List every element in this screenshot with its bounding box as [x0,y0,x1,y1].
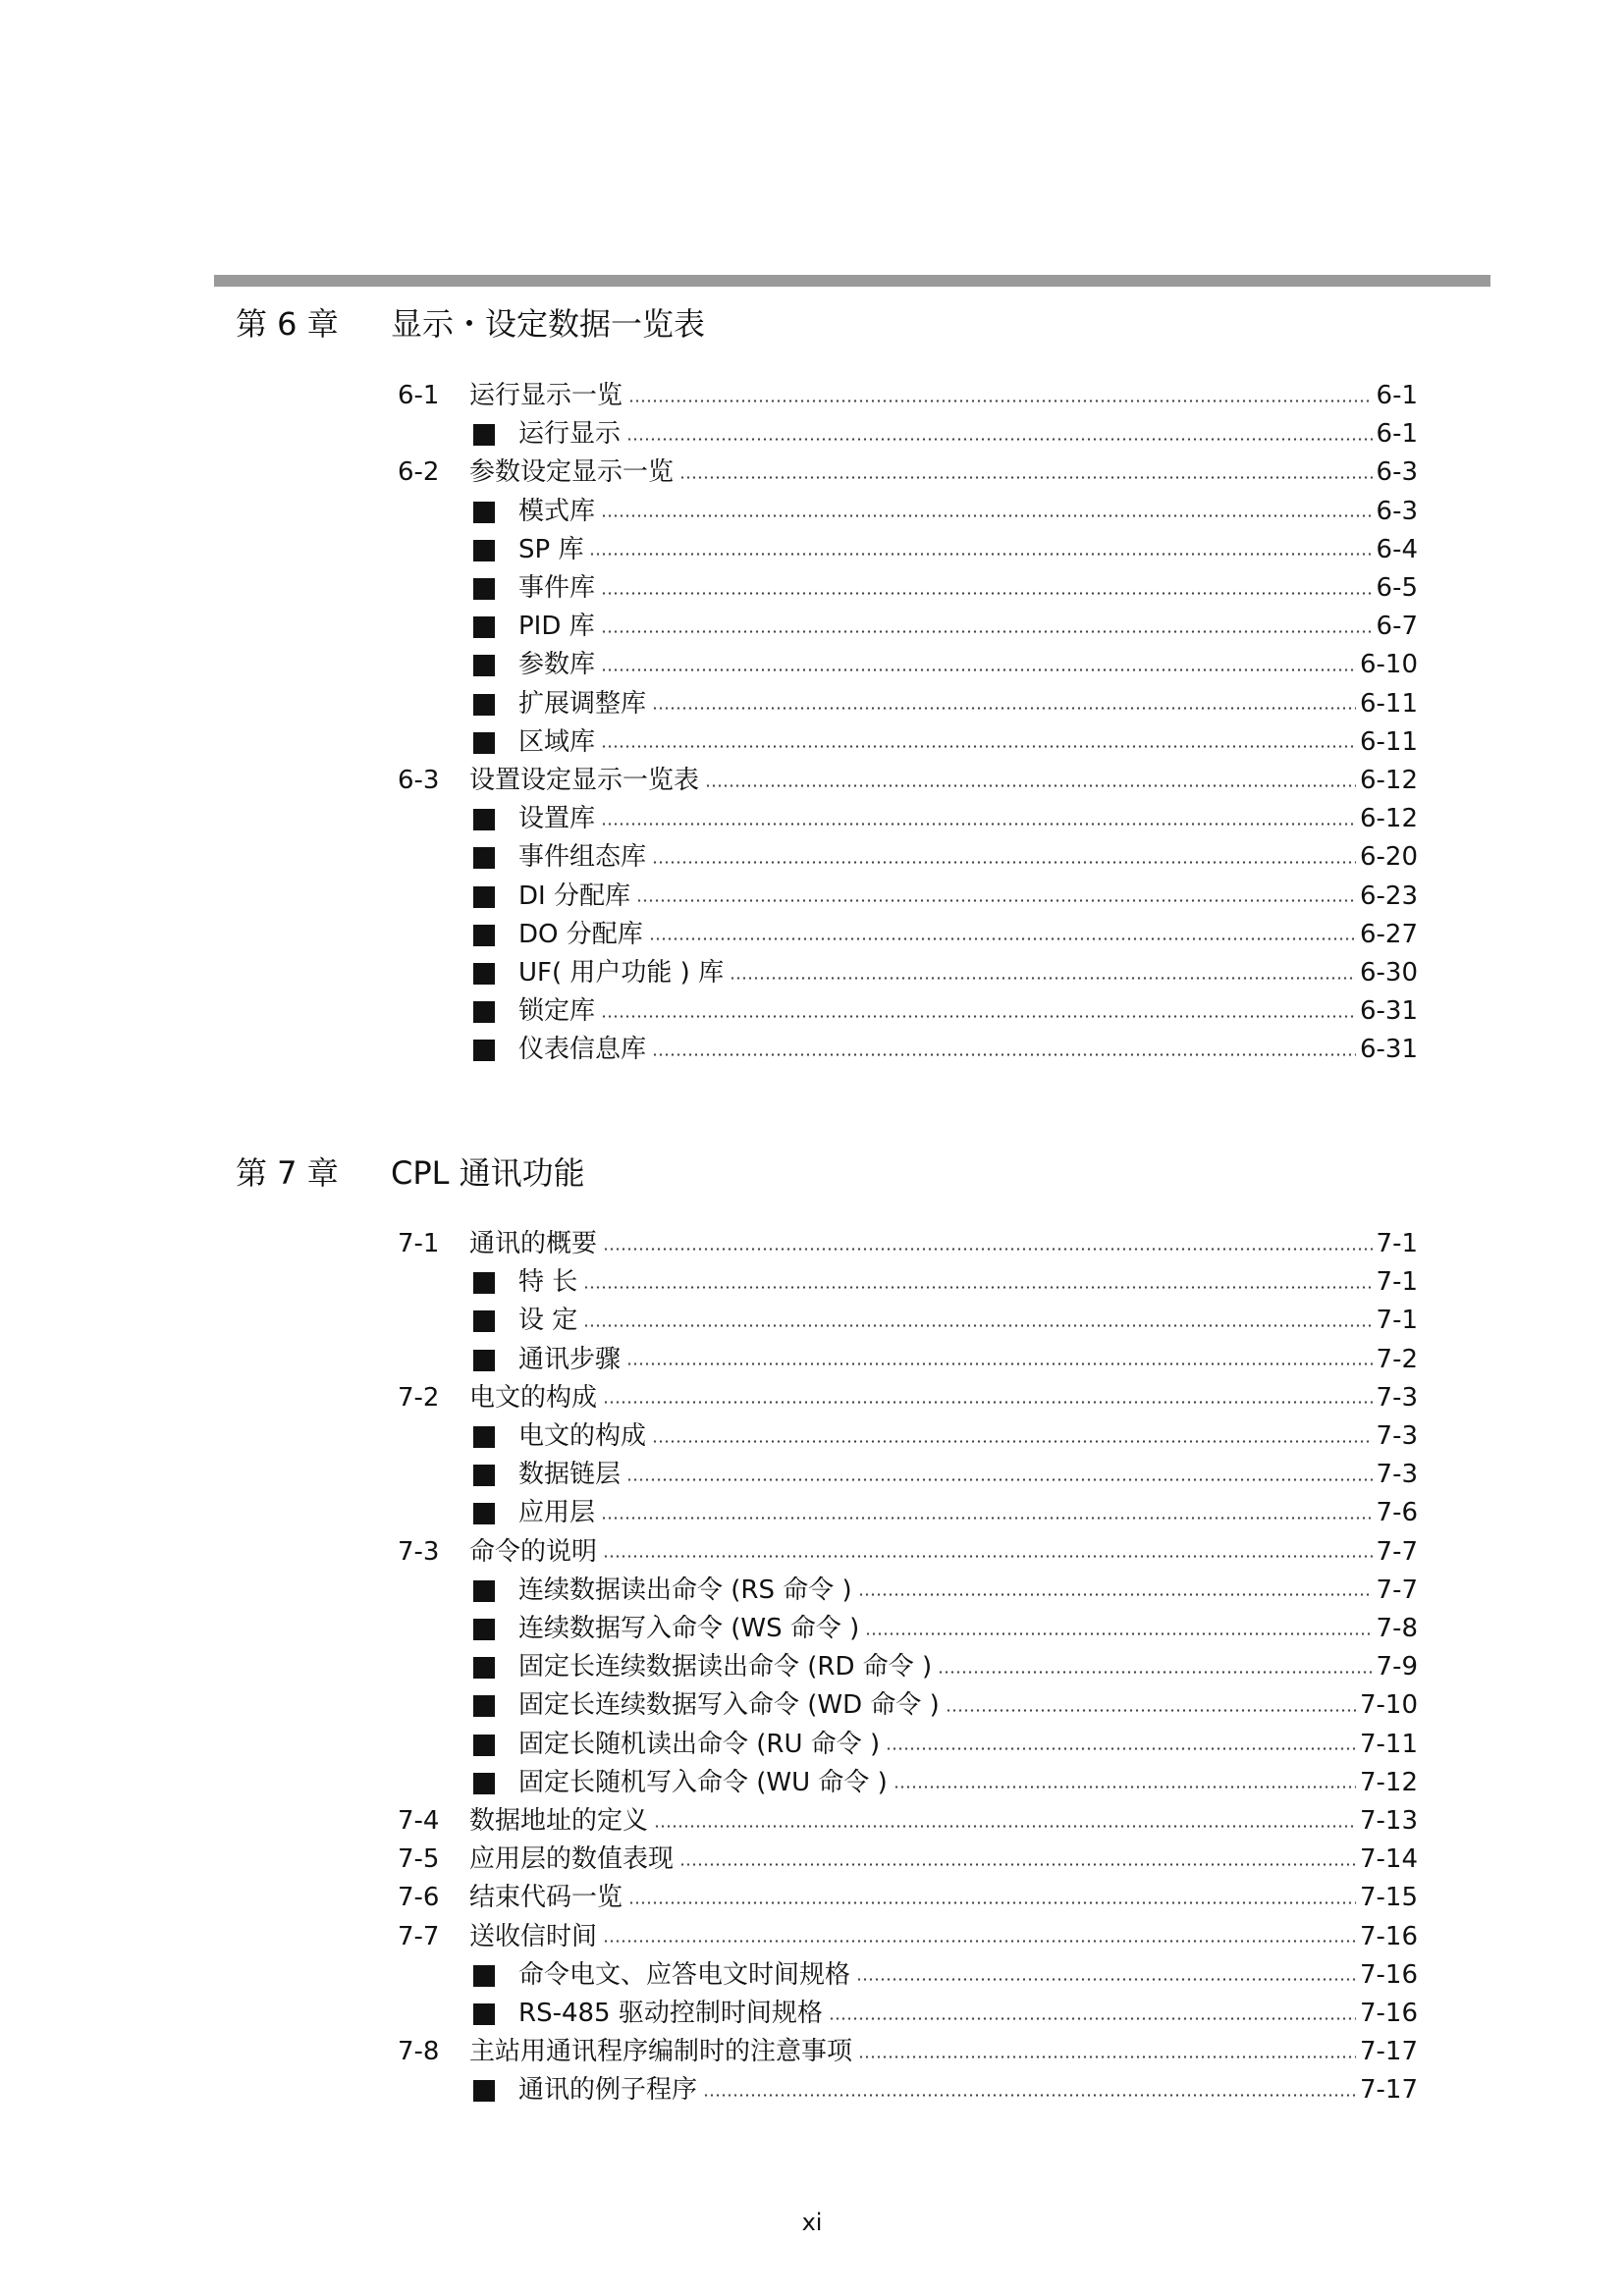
entry-line [518,646,1418,683]
chapter-number: 第 6 章 [236,305,339,343]
entry-label: DO 分配库 [518,919,643,949]
toc-item-entry [0,992,1624,1030]
entry-line [518,1302,1418,1339]
toc-item-entry [0,1726,1624,1763]
square-bullet-icon [473,694,495,716]
entry-label: 命令电文、应答电文时间规格 [518,1959,851,1990]
square-bullet-icon [473,1657,495,1679]
dot-leader [601,745,1356,748]
dot-leader [886,1747,1356,1750]
page-reference: 6-12 [1359,804,1418,834]
toc-item-entry [0,916,1624,953]
square-bullet-icon [473,1503,495,1524]
dot-leader [601,1015,1356,1018]
entry-label: 设置设定显示一览表 [469,766,700,795]
dot-leader [603,1401,1373,1404]
entry-label: SP 库 [518,534,584,564]
dot-leader [589,553,1372,556]
entry-label: 固定长随机读出命令 (RU 命令 ) [518,1729,881,1759]
dot-leader [652,707,1356,710]
entry-line [469,1379,1418,1416]
entry-label: 区域库 [518,726,596,757]
dot-leader [652,1053,1356,1056]
page-reference: 6-1 [1376,419,1418,450]
toc-item-entry [0,1764,1624,1801]
section-number: 7-5 [398,1844,440,1875]
entry-line [469,1225,1418,1262]
page-reference: 7-17 [1359,2037,1418,2067]
page-reference: 6-11 [1359,688,1418,719]
entry-label: 固定长随机写入命令 (WU 命令 ) [518,1767,888,1797]
section-number: 7-8 [398,2037,440,2067]
entry-label: 固定长连续数据读出命令 (RD 命令 ) [518,1652,933,1682]
entry-line [518,1726,1418,1763]
toc-item-entry [0,1686,1624,1724]
dot-leader [628,400,1373,402]
entry-label: 命令的说明 [469,1536,598,1567]
entry-label: 参数库 [518,650,596,680]
section-number: 7-2 [398,1382,440,1413]
entry-label: UF( 用户功能 ) 库 [518,958,725,988]
entry-line [518,685,1418,722]
entry-line [518,1494,1418,1531]
square-bullet-icon [473,1965,495,1987]
entry-line [469,1841,1418,1878]
section-number: 7-7 [398,1921,440,1951]
square-bullet-icon [473,1465,495,1486]
toc-item-entry [0,646,1624,683]
square-bullet-icon [473,1040,495,1061]
entry-line [469,1879,1418,1916]
entry-line [518,1031,1418,1068]
page-reference: 7-17 [1359,2075,1418,2106]
entry-line [518,415,1418,453]
page-reference: 7-11 [1359,1729,1418,1759]
toc-item-entry [0,685,1624,722]
toc-item-entry [0,569,1624,607]
toc-item-entry [0,1995,1624,2032]
page-reference: 6-7 [1376,612,1418,642]
entry-line [518,1956,1418,1994]
dot-leader [603,1248,1373,1251]
section-number: 7-4 [398,1806,440,1836]
page-reference: 7-7 [1376,1575,1418,1605]
entry-label: 主站用通讯程序编制时的注意事项 [469,2037,853,2067]
page-reference: 6-30 [1359,958,1418,988]
square-bullet-icon [473,1350,495,1371]
page-reference: 7-1 [1376,1306,1418,1336]
dot-leader [730,977,1356,980]
toc-section-entry [0,1802,1624,1840]
entry-line [469,1918,1418,1955]
page-reference: 6-31 [1359,996,1418,1027]
entry-line [518,1686,1418,1724]
entry-label: 电文的构成 [518,1421,647,1451]
square-bullet-icon [473,925,495,946]
entry-line [469,1533,1418,1571]
entry-line [518,1995,1418,2032]
square-bullet-icon [473,1426,495,1448]
toc-item-entry [0,2071,1624,2109]
section-number: 7-3 [398,1536,440,1567]
entry-label: 设 定 [518,1306,578,1336]
square-bullet-icon [473,1310,495,1332]
dot-leader [601,1517,1373,1520]
section-number: 6-2 [398,457,440,488]
entry-label: 扩展调整库 [518,688,647,719]
entry-label: PID 库 [518,612,595,642]
toc-section-entry [0,1225,1624,1262]
entry-line [518,1572,1418,1609]
toc-section-entry [0,1879,1624,1916]
dot-leader [858,1593,1373,1596]
entry-line [518,608,1418,645]
dot-leader [652,861,1356,864]
page-reference: 7-3 [1376,1421,1418,1451]
entry-label: RS-485 驱动控制时间规格 [518,1999,823,2028]
section-number: 6-3 [398,766,440,795]
entry-line [518,1456,1418,1493]
section-number: 7-6 [398,1883,440,1913]
square-bullet-icon [473,1580,495,1602]
page-reference: 6-1 [1376,381,1418,410]
entry-label: 特 长 [518,1267,578,1298]
entry-line [518,493,1418,530]
square-bullet-icon [473,963,495,985]
toc-item-entry [0,1456,1624,1493]
toc-section-entry [0,1379,1624,1416]
dot-leader [601,668,1356,671]
dot-leader [583,1286,1372,1289]
entry-line [469,454,1418,491]
page-reference: 7-13 [1359,1806,1418,1836]
entry-label: 通讯的概要 [469,1229,598,1258]
square-bullet-icon [473,886,495,908]
entry-label: 连续数据写入命令 (WS 命令 ) [518,1614,860,1643]
toc-item-entry [0,1494,1624,1531]
page-reference: 7-14 [1359,1844,1418,1875]
entry-line [518,1417,1418,1455]
dot-leader [601,630,1373,633]
square-bullet-icon [473,1695,495,1717]
toc-section-entry [0,454,1624,491]
page-reference: 7-1 [1376,1229,1418,1258]
entry-line [518,838,1418,876]
page-reference: 6-31 [1359,1035,1418,1065]
square-bullet-icon [473,616,495,638]
toc-section-entry [0,2033,1624,2070]
page-reference: 7-3 [1376,1382,1418,1413]
toc-item-entry [0,1302,1624,1339]
square-bullet-icon [473,2003,495,2025]
dot-leader [946,1709,1356,1712]
dot-leader [829,2017,1356,2020]
entry-line [518,1610,1418,1647]
entry-line [518,723,1418,761]
dot-leader [652,1440,1373,1443]
toc-item-entry [0,800,1624,837]
chapter-number: 第 7 章 [236,1154,339,1192]
toc-item-entry [0,531,1624,568]
chapter-title: 显示・设定数据一览表 [391,305,706,343]
page-reference: 6-5 [1376,573,1418,603]
dot-leader [626,1362,1373,1365]
toc-item-entry [0,1031,1624,1068]
section-number: 7-1 [398,1229,440,1258]
dot-leader [703,2094,1356,2097]
page-reference: 6-3 [1376,457,1418,488]
page-reference: 7-10 [1359,1690,1418,1721]
chapter-heading [0,1150,1624,1196]
dot-leader [865,1632,1372,1635]
square-bullet-icon [473,1272,495,1294]
dot-leader [626,438,1373,441]
page-reference: 7-16 [1359,1921,1418,1951]
toc-item-entry [0,954,1624,991]
entry-label: 仪表信息库 [518,1035,647,1065]
entry-label: 参数设定显示一览 [469,457,675,488]
toc-item-entry [0,415,1624,453]
entry-label: 模式库 [518,496,596,526]
chapter-title: CPL 通讯功能 [391,1154,585,1192]
square-bullet-icon [473,1735,495,1756]
square-bullet-icon [473,809,495,830]
square-bullet-icon [473,2080,495,2102]
page-reference: 7-12 [1359,1767,1418,1797]
dot-leader [893,1786,1356,1789]
square-bullet-icon [473,502,495,523]
toc-section-entry [0,1533,1624,1571]
square-bullet-icon [473,655,495,676]
entry-line [518,1263,1418,1301]
square-bullet-icon [473,1001,495,1023]
dot-leader [938,1671,1372,1674]
dot-leader [679,1863,1356,1866]
page-reference: 7-9 [1376,1652,1418,1682]
entry-label: 结束代码一览 [469,1883,623,1913]
dot-leader [654,1825,1356,1828]
entry-line [518,531,1418,568]
page-reference: 6-3 [1376,496,1418,526]
dot-leader [679,476,1373,479]
page-reference: 7-2 [1376,1344,1418,1374]
dot-leader [705,784,1356,787]
entry-line [518,954,1418,991]
dot-leader [601,823,1356,826]
dot-leader [601,592,1373,595]
dot-leader [626,1478,1373,1481]
entry-line [469,1802,1418,1840]
toc-item-entry [0,608,1624,645]
top-rule [214,275,1490,287]
entry-label: 数据链层 [518,1460,622,1490]
entry-label: 运行显示一览 [469,381,623,410]
entry-line [518,878,1418,915]
dot-leader [649,937,1356,940]
entry-label: 应用层的数值表现 [469,1844,675,1875]
page-reference: 7-6 [1376,1498,1418,1528]
dot-leader [856,1978,1356,1981]
page-reference: 6-23 [1359,881,1418,911]
entry-line [518,569,1418,607]
toc-item-entry [0,1341,1624,1378]
page-reference: 7-15 [1359,1883,1418,1913]
entry-line [518,1648,1418,1685]
section-number: 6-1 [398,381,440,410]
toc-item-entry [0,1263,1624,1301]
entry-label: 设置库 [518,804,596,834]
entry-line [518,992,1418,1030]
toc-item-entry [0,1610,1624,1647]
toc-item-entry [0,878,1624,915]
dot-leader [603,1940,1356,1943]
entry-label: 通讯的例子程序 [518,2075,698,2106]
square-bullet-icon [473,1773,495,1794]
chapter-heading [0,301,1624,347]
dot-leader [601,514,1373,517]
page-reference: 6-20 [1359,842,1418,873]
entry-line [518,1764,1418,1801]
toc-item-entry [0,1648,1624,1685]
entry-line [469,377,1418,414]
square-bullet-icon [473,578,495,600]
page-reference: 6-11 [1359,726,1418,757]
toc-section-entry [0,762,1624,799]
page-reference: 6-10 [1359,650,1418,680]
page-reference: 7-1 [1376,1267,1418,1298]
page-reference: 7-7 [1376,1536,1418,1567]
entry-label: 锁定库 [518,996,596,1027]
toc-item-entry [0,1417,1624,1455]
entry-label: 事件库 [518,573,596,603]
page-reference: 6-4 [1376,534,1418,564]
entry-line [469,762,1418,799]
toc-section-entry [0,1841,1624,1878]
entry-label: 数据地址的定义 [469,1806,649,1836]
entry-label: 运行显示 [518,419,622,450]
entry-line [518,800,1418,837]
entry-label: 应用层 [518,1498,596,1528]
dot-leader [583,1324,1372,1327]
entry-label: 通讯步骤 [518,1344,622,1374]
page-reference: 7-3 [1376,1460,1418,1490]
entry-label: 固定长连续数据写入命令 (WD 命令 ) [518,1690,940,1721]
toc-item-entry [0,723,1624,761]
square-bullet-icon [473,1619,495,1640]
toc-section-entry [0,377,1624,414]
entry-line [518,916,1418,953]
toc-item-entry [0,493,1624,530]
square-bullet-icon [473,847,495,869]
page-reference: 7-16 [1359,1999,1418,2028]
toc-section-entry [0,1918,1624,1955]
toc-item-entry [0,1572,1624,1609]
dot-leader [628,1901,1356,1904]
page-reference: 6-12 [1359,766,1418,795]
page-reference: 7-8 [1376,1614,1418,1643]
dot-leader [636,899,1356,902]
square-bullet-icon [473,732,495,754]
entry-label: 电文的构成 [469,1382,598,1413]
page-number: xi [801,2209,823,2236]
entry-line [518,1341,1418,1378]
entry-label: 连续数据读出命令 (RS 命令 ) [518,1575,852,1605]
page-reference: 7-16 [1359,1959,1418,1990]
entry-label: 事件组态库 [518,842,647,873]
square-bullet-icon [473,424,495,446]
dot-leader [603,1555,1373,1558]
toc-item-entry [0,838,1624,876]
page-reference: 6-27 [1359,919,1418,949]
square-bullet-icon [473,540,495,561]
entry-line [518,2071,1418,2109]
dot-leader [858,2056,1356,2058]
toc-item-entry [0,1956,1624,1994]
entry-label: DI 分配库 [518,881,630,911]
entry-label: 送收信时间 [469,1921,598,1951]
entry-line [469,2033,1418,2070]
